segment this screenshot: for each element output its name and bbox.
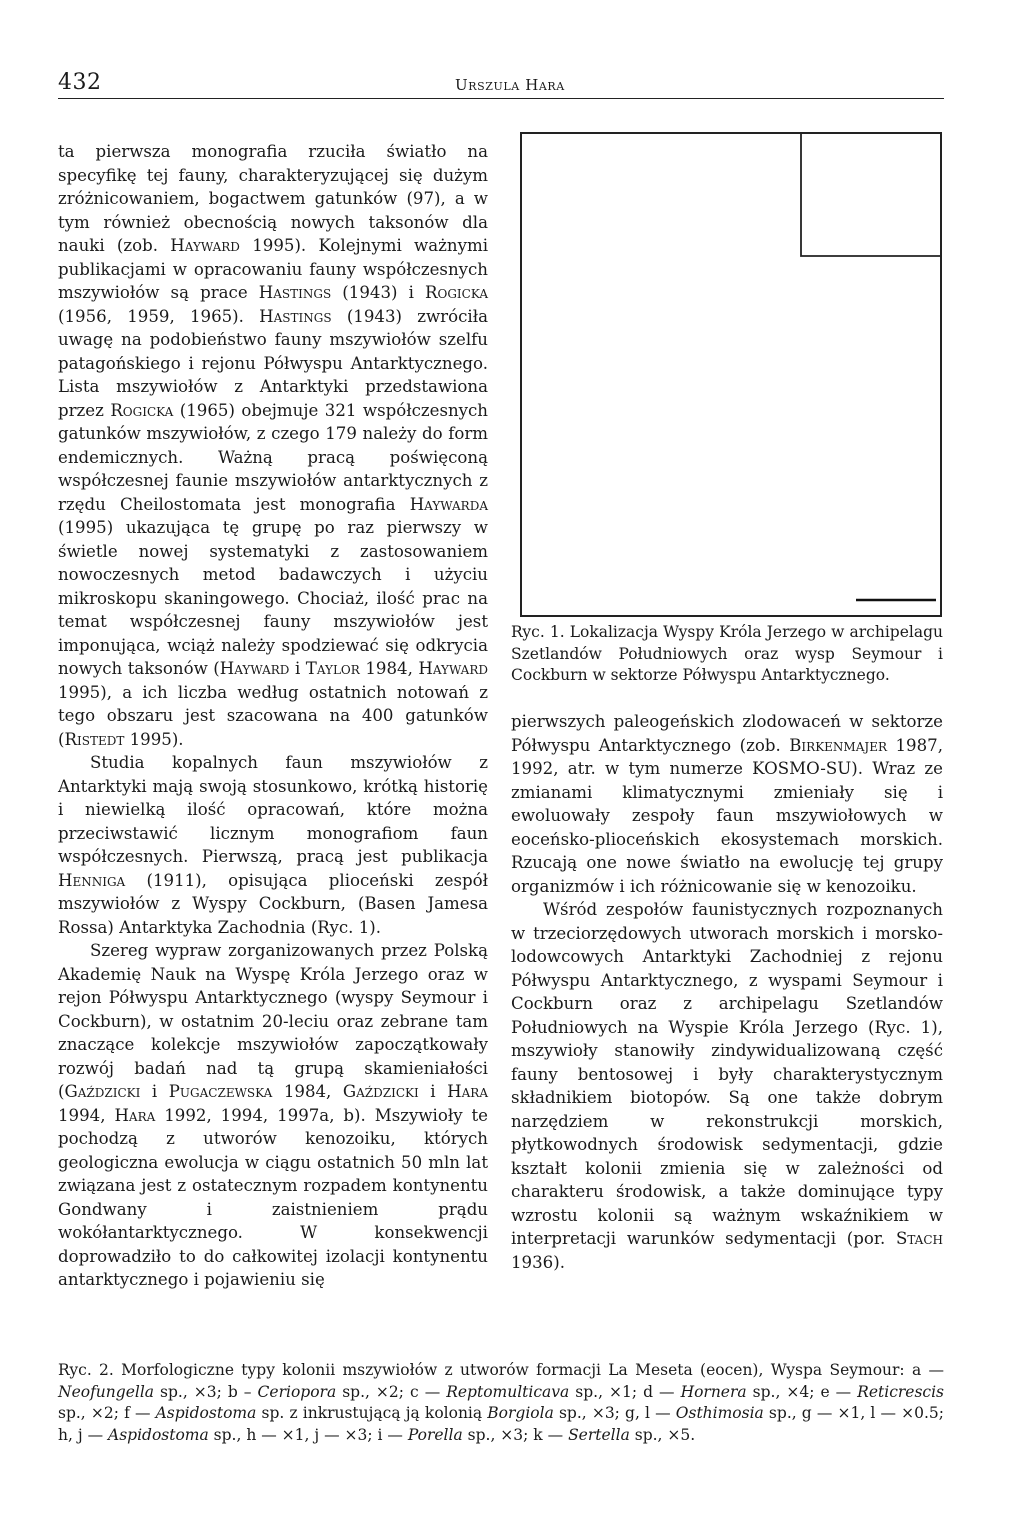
paragraph: pierwszych paleogeńskich zlodowaceń w sektorze Półwyspu Antarktycznego (zob. Birkenmajer 1987, 1992, atr. w tym numerze KOSMO-SU). Wraz ze zmianami klimatycznymi zmieniały się i ewoluowały zespoły faun mszywiołowych w eoceńsko-plioceńskich ekosystemach morskich. Rzucają one nowe światło na ewolucję tej grupy organizmów i ich różnicowanie się w kenozoiku.	[511, 712, 943, 896]
map-frame	[520, 132, 942, 617]
paragraph: Szereg wypraw zorganizowanych przez Polską Akademię Nauk na Wyspę Króla Jerzego oraz w rejon Półwyspu Antarktycznego (wyspy Seymour i Cockburn), w ostatnim 20-leciu oraz zebrane tam znaczące kolekcje mszywiołów zapoczątkowały rozwój badań nad tą grupą skamieniałości (Gaździcki i Pugaczewska 1984, Gaździcki i Hara 1994, Hara 1992, 1994, 1997a, b). Mszywioły te pochodzą z utworów kenozoiku, których geologiczna ewolucja w ciągu ostatnich 50 mln lat związana jest z ostatecznym rozpadem kontynentu Gondwany i zaistnieniem prądu wokółantarktycznego. W konsekwencji doprowadziło to do całkowitej izolacji kontynentu antarktycznego i pojawieniu się	[58, 941, 489, 1289]
paragraph: ta pierwsza monografia rzuciła światło na specyfikę tej fauny, charakteryzującej się dużym zróżnicowaniem, bogactwem gatunków (97), a w tym również obecnością nowych taksonów dla nauki (zob. Hayward 1995). Kolejnymi ważnymi publikacjami w opracowaniu fauny współczesnych mszywiołów są prace Hastings (1943) i Rogicka (1956, 1959, 1965). Hastings (1943) zwróciła uwagę na podobieństwo fauny mszywiołów szelfu patagońskiego i rejonu Półwyspu Antarktycznego. Lista mszywiołów z Antarktyki przedstawiona przez Rogicka (1965) obejmuje 321 współczesnych gatunków mszywiołów, z czego 179 należy do form endemicznych. Ważną pracą poświęconą współczesnej faunie mszywiołów antarktycznych z rzędu Cheilostomata jest monografia Haywarda (1995) ukazująca tę grupę po raz pierwszy w świetle nowej systematyki z zastosowaniem nowoczesnych metod badawczych i użyciu mikroskopu skaningowego. Chociaż, ilość prac na temat współczesnej fauny mszywiołów jest imponująca, wciąż należy spodziewać się odkrycia nowych taksonów (Hayward i Taylor 1984, Hayward 1995), a ich liczba według ostatnich notowań z tego obszaru jest szacowana na 400 gatunków (Ristedt 1995).	[58, 142, 489, 749]
paragraph: Studia kopalnych faun mszywiołów z Antarktyki mają swoją stosunkowo, krótką historię i niewielką ilość opracowań, które można przeciwstawić licznym monografiom faun współczesnych. Pierwszą, pracą jest publikacja Henniga (1911), opisująca plioceński zespół mszywiołów z Wyspy Cockburn, (Basen Jamesa Rossa) Antarktyka Zachodnia (Ryc. 1).	[58, 753, 488, 937]
paragraph: Wśród zespołów faunistycznych rozpoznanych w trzeciorzędowych utworach morskich i morsko-lodowcowych Antarktyki Zachodniej z rejonu Półwyspu Antarktycznego, z wyspami Seymour i Cockburn oraz z archipelagu Szetlandów Południowych na Wyspie Króla Jerzego (Ryc. 1), mszywioły stanowiły zindywidualizowaną część fauny bentosowej i były charakterystycznym składnikiem biotopów. Są one także dobrym narzędziem w rekonstrukcji morskich, płytkowodnych środowisk sedymentacji, gdzie kształt kolonii zmienia się w zależności od charakteru środowisk, a także dominujące typy wzrostu kolonii są ważnym wskaźnikiem w interpretacji warunków sedymentacji (por. Stach 1936).	[511, 900, 943, 1272]
running-head-author: Urszula Hara	[455, 76, 565, 94]
page-number: 432	[58, 70, 102, 95]
figure-2-caption: Ryc. 2. Morfologiczne typy kolonii mszywiołów z utworów formacji La Meseta (eocen), Wyspa Seymour: a — Neofungella sp., ×3; b – Ceriopora sp., ×2; c — Reptomulticava sp., ×1; d — Hornera sp., ×4; e — Reticrescis sp., ×2; f — Aspidostoma sp. z inkrustującą ją kolonią Borgiola sp., ×3; g, l — Osthimosia sp., g — ×1, l — ×0.5; h, j — Aspidostoma sp., h — ×1, j — ×3; i — Porella sp., ×3; k — Sertella sp., ×5.	[58, 1361, 945, 1444]
figure-1-caption: Ryc. 1. Lokalizacja Wyspy Króla Jerzego w archipelagu Szetlandów Południowych oraz wysp Seymour i Cockburn w sektorze Półwyspu Antarktycznego.	[511, 623, 943, 684]
right-column	[511, 710, 943, 1274]
figure-1-map-placeholder	[520, 132, 942, 617]
left-column	[58, 140, 488, 1292]
header-rule	[58, 98, 944, 99]
